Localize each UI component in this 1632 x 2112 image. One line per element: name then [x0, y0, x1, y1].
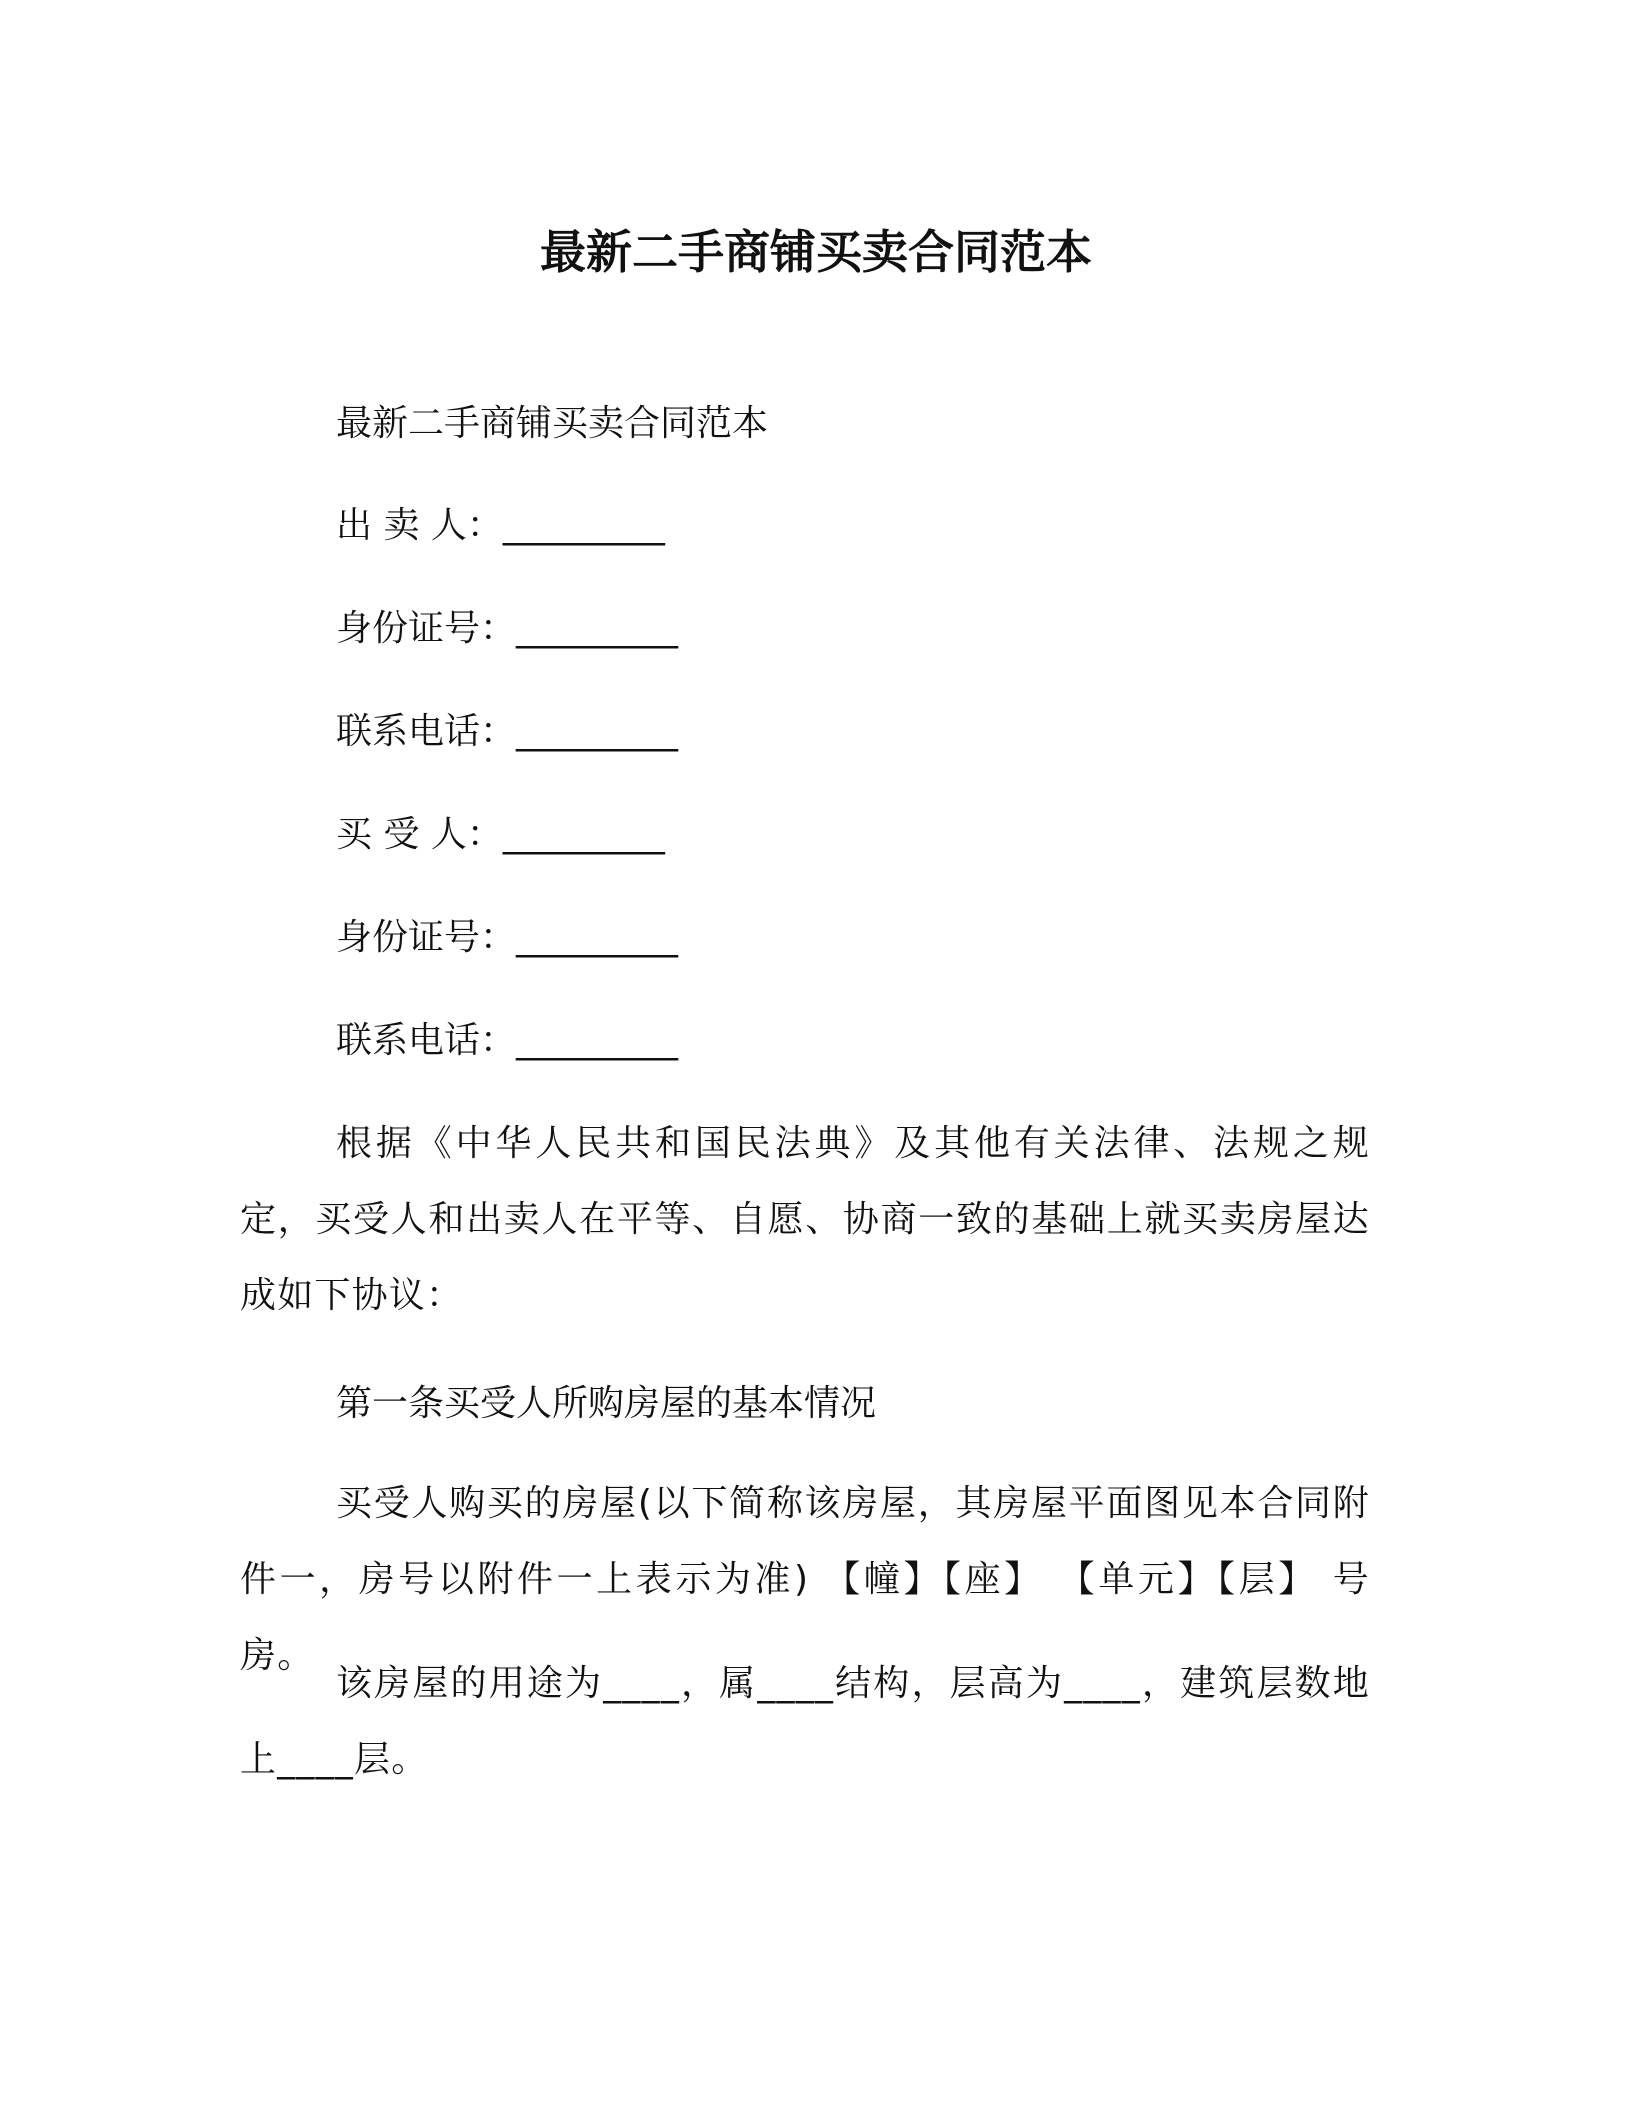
seller-phone-line: 联系电话：_________ — [336, 711, 679, 752]
document-title: 最新二手商铺买卖合同范本 — [540, 225, 1092, 279]
buyer-id-line: 身份证号：_________ — [336, 917, 679, 958]
buyer-name-line: 买 受 人：_________ — [336, 814, 665, 855]
article-1-paragraph-1: 买受人购买的房屋(以下简称该房屋，其房屋平面图见本合同附件一，房号以附件一上表示为准) 【幢】【座】 【单元】【层】 号房。 — [240, 1483, 1370, 1676]
seller-name-line: 出 卖 人：_________ — [336, 505, 665, 546]
article-1-heading: 第一条买受人所购房屋的基本情况 — [336, 1383, 877, 1424]
article-1-paragraph-2: 该房屋的用途为____，属____结构，层高为____，建筑层数地上____层。 — [240, 1663, 1370, 1780]
seller-id-line: 身份证号：_________ — [336, 608, 679, 649]
preamble-paragraph: 根据《中华人民共和国民法典》及其他有关法律、法规之规定，买受人和出卖人在平等、自愿、协商一致的基础上就买卖房屋达成如下协议： — [240, 1123, 1370, 1316]
buyer-phone-line: 联系电话：_________ — [336, 1020, 679, 1061]
document-subtitle: 最新二手商铺买卖合同范本 — [336, 403, 769, 444]
